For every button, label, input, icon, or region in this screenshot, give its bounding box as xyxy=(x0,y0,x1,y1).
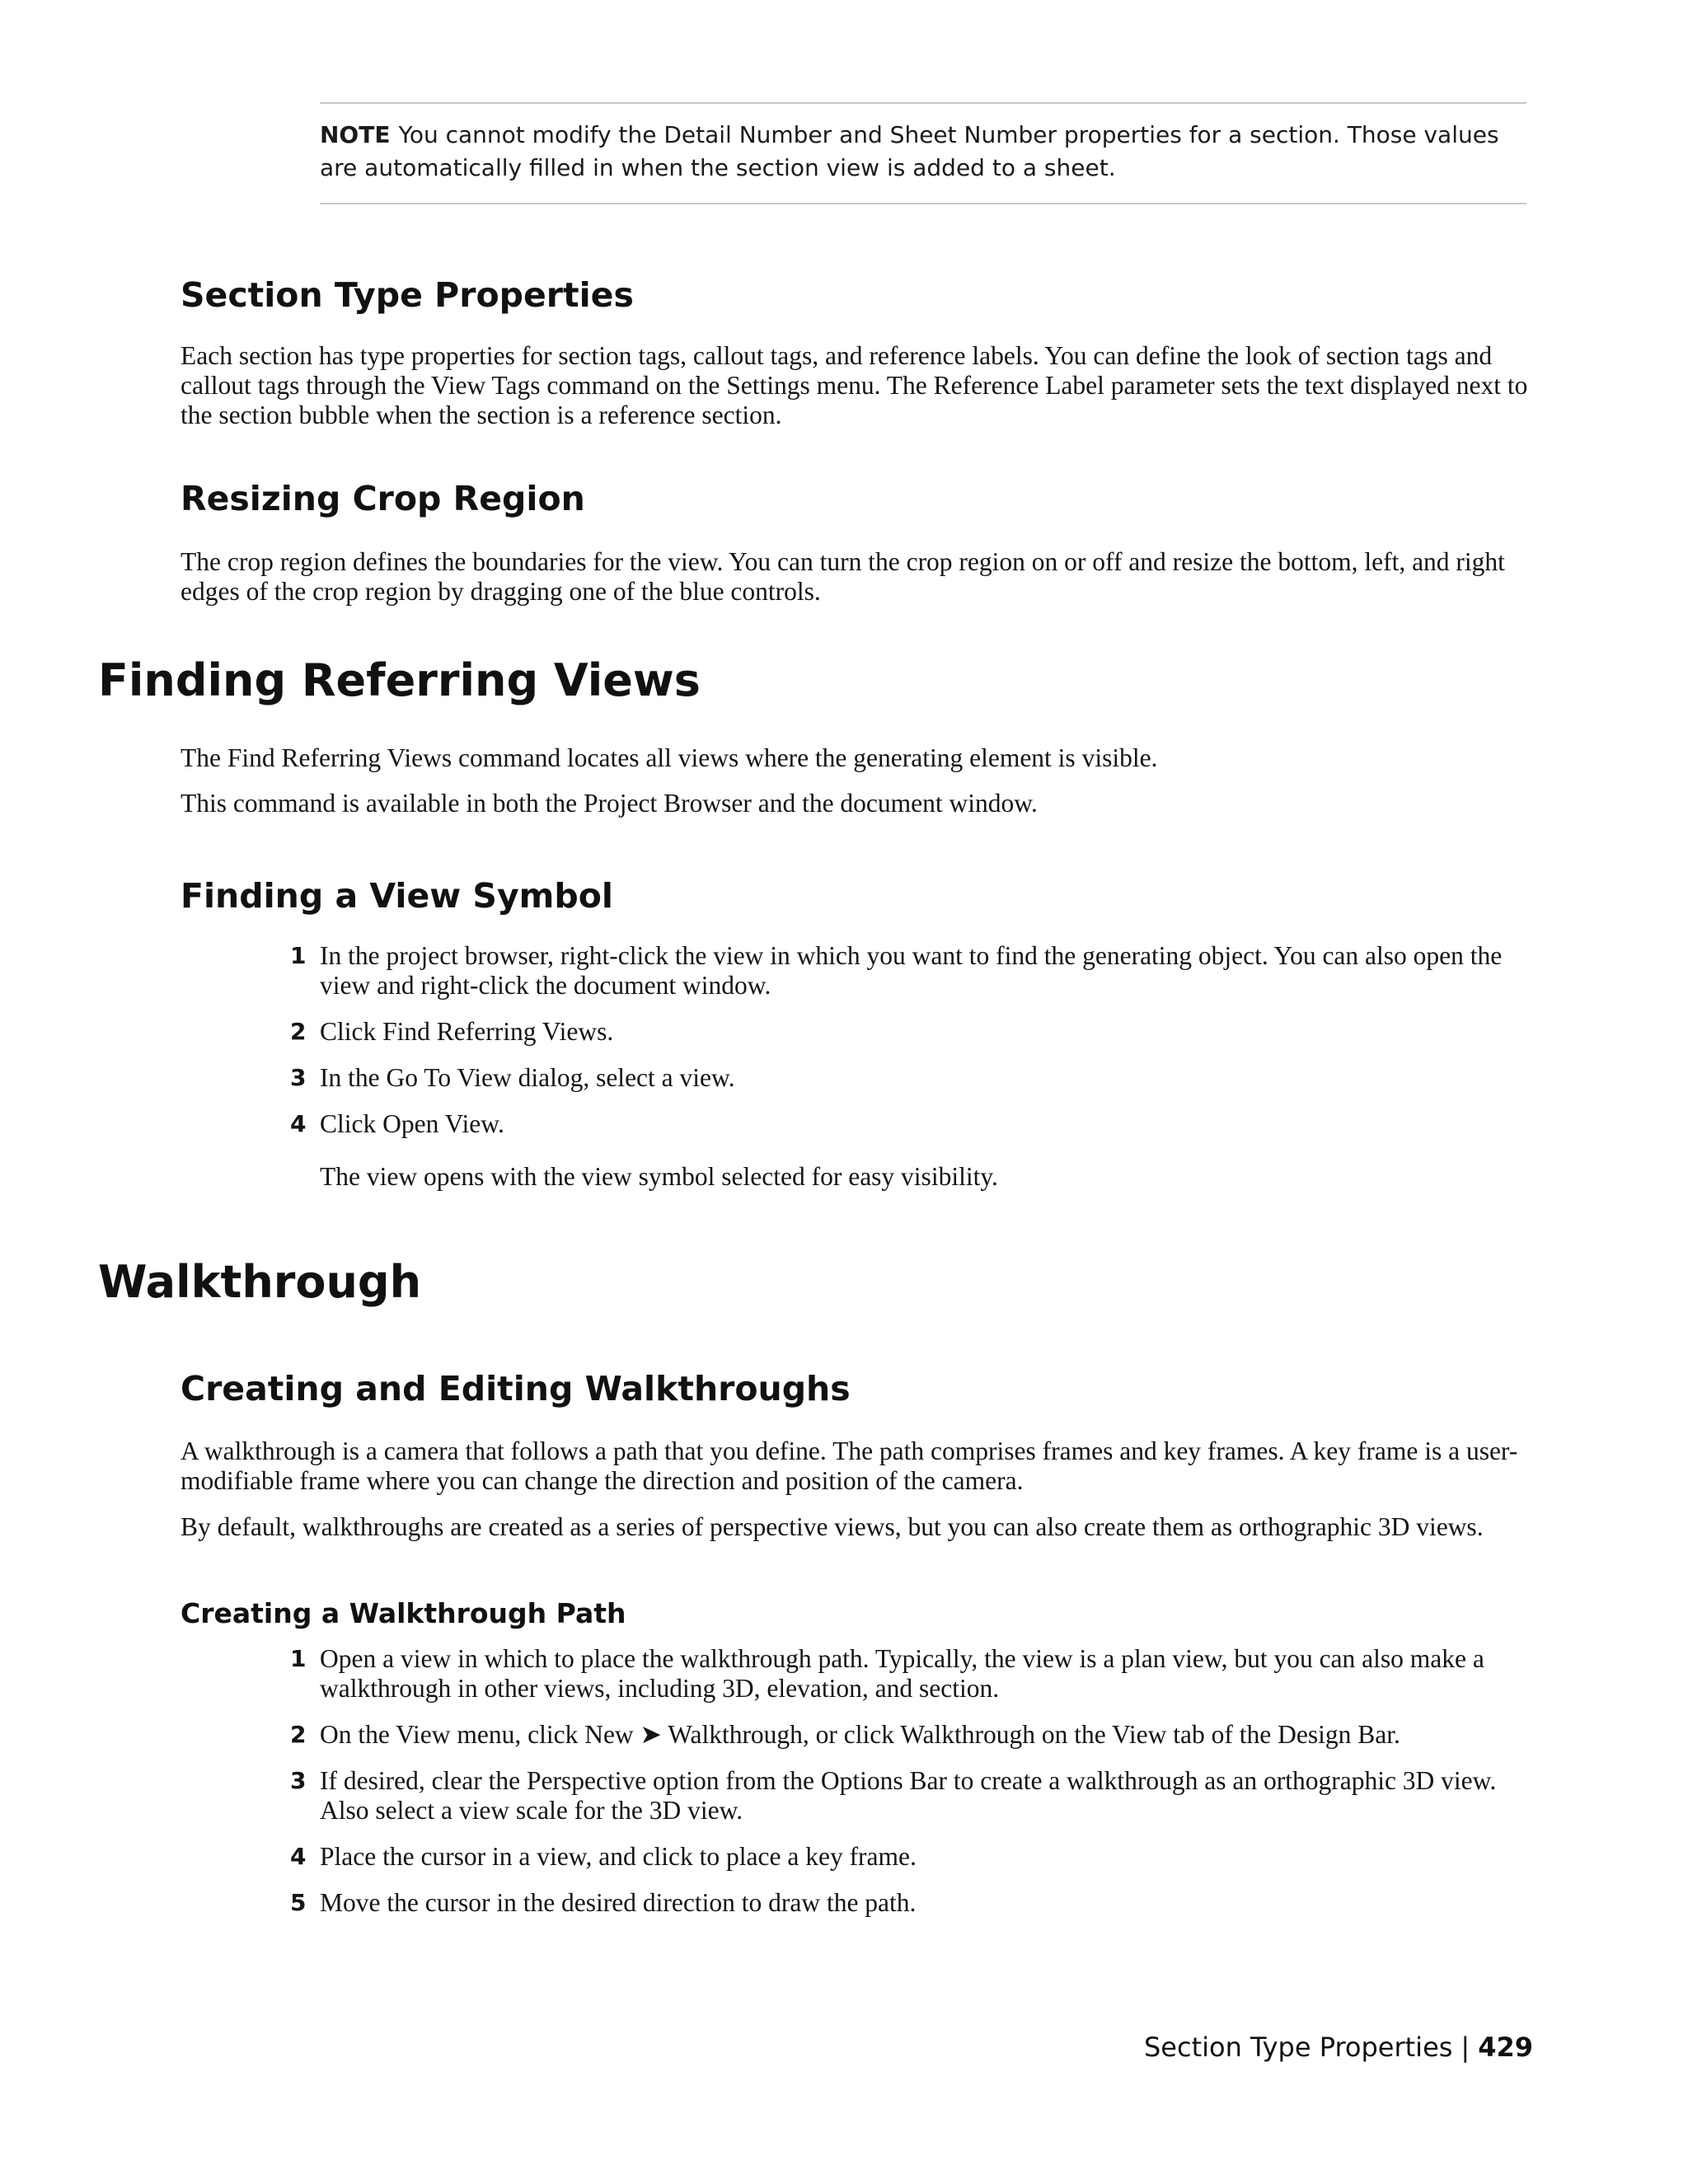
step-text: Click Find Referring Views. xyxy=(320,1017,614,1046)
list-item xyxy=(290,1017,1535,1047)
section-type-properties-body: Each section has type properties for section tags, callout tags, and reference labels. You can define the look of section tags and callout tags through the View Tags command on the Settings menu. The Reference Label parameter sets the text displayed next to the section bubble when the section is a reference section. xyxy=(181,341,1528,429)
list-item xyxy=(290,1063,1535,1093)
footer-section-title: Section Type Properties xyxy=(1143,2032,1453,2063)
step-text: Click Open View. xyxy=(320,1109,504,1138)
step-number: 3 xyxy=(290,1767,307,1794)
step-text: If desired, clear the Perspective option from the Options Bar to create a walkthrough as an orthographic 3D view. Also select a view scale for the 3D view. xyxy=(320,1766,1497,1825)
heading-creating-editing-walkthroughs: Creating and Editing Walkthroughs xyxy=(181,1369,851,1408)
heading-resizing-crop-region: Resizing Crop Region xyxy=(181,479,585,518)
step-number: 4 xyxy=(290,1843,307,1870)
list-item xyxy=(290,1766,1535,1825)
step-number: 4 xyxy=(290,1110,307,1137)
list-item xyxy=(290,1644,1535,1704)
finding-referring-views-para1: The Find Referring Views command locates all views where the generating element is visible. xyxy=(181,743,1158,772)
creating-walkthrough-path-steps xyxy=(290,1644,1535,1934)
step-number: 2 xyxy=(290,1721,307,1748)
footer-separator: | xyxy=(1461,2032,1470,2063)
step-number: 2 xyxy=(290,1018,307,1045)
step-number: 1 xyxy=(290,1645,307,1672)
step-number: 1 xyxy=(290,942,307,969)
heading-walkthrough: Walkthrough xyxy=(98,1256,422,1308)
creating-editing-walkthroughs-para2: By default, walkthroughs are created as a series of perspective views, but you can also create them as orthographic 3D views. xyxy=(181,1512,1484,1541)
note-box xyxy=(320,102,1526,204)
creating-editing-walkthroughs-para1: A walkthrough is a camera that follows a path that you define. The path comprises frames and key frames. A key frame is a user-modifiable frame where you can change the direction and position of the camera. xyxy=(181,1436,1518,1495)
list-item xyxy=(290,1109,1535,1139)
note-label: NOTE xyxy=(320,121,391,148)
step-text: On the View menu, click New ➤ Walkthrough, or click Walkthrough on the View tab of the Design Bar. xyxy=(320,1720,1400,1749)
resizing-crop-region-body: The crop region defines the boundaries for the view. You can turn the crop region on or off and resize the bottom, left, and right edges of the crop region by dragging one of the blue controls. xyxy=(181,547,1505,606)
page-number: 429 xyxy=(1478,2032,1533,2063)
list-item xyxy=(290,1720,1535,1750)
finding-view-symbol-steps xyxy=(290,941,1535,1155)
heading-finding-view-symbol: Finding a View Symbol xyxy=(181,876,613,916)
list-item xyxy=(290,941,1535,1001)
heading-creating-walkthrough-path: Creating a Walkthrough Path xyxy=(181,1597,626,1629)
step-text: In the project browser, right-click the view in which you want to find the generating object. You can also open the view and right-click the document window. xyxy=(320,941,1503,1000)
finding-referring-views-para2: This command is available in both the Project Browser and the document window. xyxy=(181,789,1038,818)
step-text: Open a view in which to place the walkthrough path. Typically, the view is a plan view, but you can also make a walkthrough in other views, including 3D, elevation, and section. xyxy=(320,1644,1484,1703)
step-text: Place the cursor in a view, and click to place a key frame. xyxy=(320,1842,917,1871)
heading-finding-referring-views: Finding Referring Views xyxy=(98,654,701,706)
page-footer xyxy=(1144,2031,1533,2064)
finding-view-symbol-result: The view opens with the view symbol selected for easy visibility. xyxy=(320,1162,998,1191)
list-item xyxy=(290,1888,1535,1918)
step-number: 5 xyxy=(290,1889,307,1916)
step-number: 3 xyxy=(290,1064,307,1091)
heading-section-type-properties: Section Type Properties xyxy=(181,275,634,315)
step-text: In the Go To View dialog, select a view. xyxy=(320,1063,735,1092)
list-item xyxy=(290,1842,1535,1872)
note-text: You cannot modify the Detail Number and Sheet Number properties for a section. Those values are automatically filled in when the section view is added to a sheet. xyxy=(320,121,1499,181)
step-text: Move the cursor in the desired direction to draw the path. xyxy=(320,1888,917,1917)
